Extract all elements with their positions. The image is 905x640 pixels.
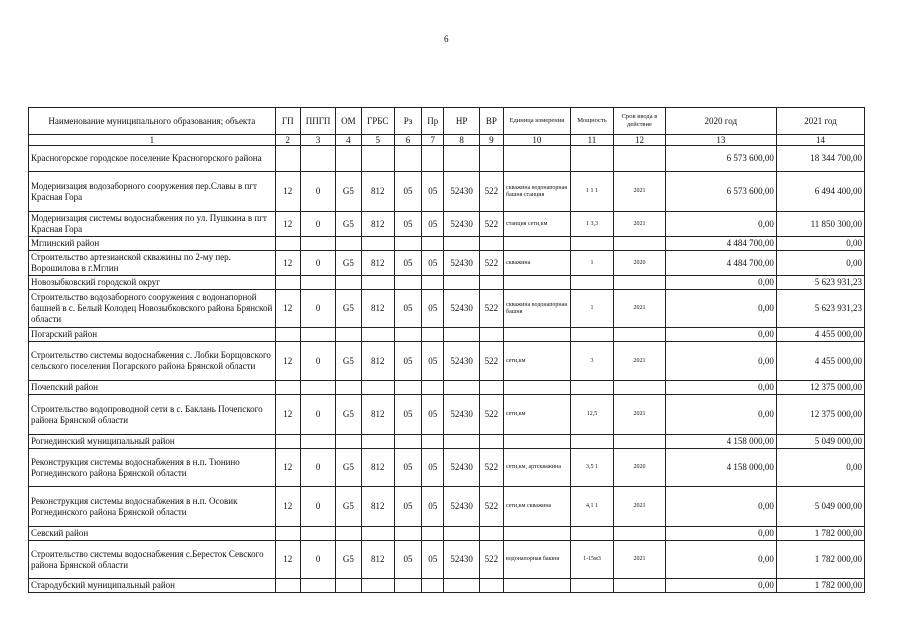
grbs-cell: 812 (361, 487, 394, 527)
rz-cell (394, 579, 421, 593)
ppgp-cell (300, 237, 335, 251)
deadline-cell (614, 381, 666, 395)
pr-cell: 05 (422, 342, 444, 381)
grbs-cell: 812 (361, 290, 394, 328)
amount-2021-cell: 1 782 000,00 (776, 527, 864, 541)
object-name-cell: Строительство водопроводной сети в с. Баклань Почепского района Брянской области (29, 395, 276, 435)
amount-2021-cell: 11 850 300,00 (776, 212, 864, 237)
header-name: Наименование муниципального образования; объекта (29, 108, 276, 135)
nr-cell: 52430 (444, 487, 479, 527)
amount-2021-cell: 12 375 000,00 (776, 395, 864, 435)
column-number-cell: 2 (275, 135, 300, 146)
deadline-cell: 2021 (614, 541, 666, 579)
grbs-cell (361, 276, 394, 290)
column-number-row (29, 135, 865, 146)
amount-2020-cell: 0,00 (665, 342, 776, 381)
item-row (29, 290, 865, 328)
unit-cell: скважина водонапорная башня станция (504, 172, 571, 212)
object-name-cell: Строительство водозаборного сооружения с водонапорной башней в с. Белый Колодец Новозыбковского района Брянской области (29, 290, 276, 328)
unit-cell (504, 579, 571, 593)
om-cell (336, 276, 361, 290)
pr-cell: 05 (422, 212, 444, 237)
header-2020: 2020 год (665, 108, 776, 135)
amount-2020-cell: 0,00 (665, 328, 776, 342)
vr-cell: 522 (479, 251, 503, 276)
vr-cell (479, 146, 503, 172)
deadline-cell (614, 435, 666, 449)
nr-cell (444, 146, 479, 172)
vr-cell (479, 381, 503, 395)
gp-cell: 12 (275, 395, 300, 435)
pr-cell (422, 237, 444, 251)
object-name-cell: Строительство системы водоснабжения с.Бересток Севского района Брянской области (29, 541, 276, 579)
column-number-cell: 6 (394, 135, 421, 146)
rz-cell: 05 (394, 541, 421, 579)
column-number-cell: 13 (665, 135, 776, 146)
header-capacity: Мощность (570, 108, 613, 135)
unit-cell (504, 527, 571, 541)
header-nr: НР (444, 108, 479, 135)
om-cell: G5 (336, 290, 361, 328)
capacity-cell (570, 435, 613, 449)
group-row (29, 579, 865, 593)
amount-2020-cell: 0,00 (665, 276, 776, 290)
budget-table (28, 107, 865, 593)
amount-2020-cell: 0,00 (665, 212, 776, 237)
om-cell: G5 (336, 251, 361, 276)
om-cell: G5 (336, 449, 361, 487)
vr-cell (479, 276, 503, 290)
rz-cell (394, 328, 421, 342)
gp-cell: 12 (275, 449, 300, 487)
object-name-cell: Строительство системы водоснабжения с. Лобки Борщовского сельского поселения Погарского района Брянской области (29, 342, 276, 381)
amount-2021-cell: 18 344 700,00 (776, 146, 864, 172)
capacity-cell (570, 527, 613, 541)
amount-2020-cell: 4 158 000,00 (665, 435, 776, 449)
deadline-cell: 2021 (614, 395, 666, 435)
om-cell: G5 (336, 487, 361, 527)
grbs-cell: 812 (361, 541, 394, 579)
om-cell (336, 237, 361, 251)
pr-cell: 05 (422, 449, 444, 487)
amount-2021-cell: 5 623 931,23 (776, 276, 864, 290)
gp-cell (275, 146, 300, 172)
object-name-cell: Новозыбковский городской округ (29, 276, 276, 290)
om-cell (336, 579, 361, 593)
unit-cell: скважина водонапорная башня (504, 290, 571, 328)
ppgp-cell (300, 435, 335, 449)
grbs-cell: 812 (361, 395, 394, 435)
header-gp: ГП (275, 108, 300, 135)
om-cell: G5 (336, 395, 361, 435)
capacity-cell (570, 276, 613, 290)
unit-cell: водонапорная башня (504, 541, 571, 579)
amount-2021-cell: 5 049 000,00 (776, 487, 864, 527)
grbs-cell (361, 527, 394, 541)
capacity-cell: 1 (570, 290, 613, 328)
vr-cell: 522 (479, 541, 503, 579)
pr-cell: 05 (422, 541, 444, 579)
ppgp-cell (300, 381, 335, 395)
nr-cell: 52430 (444, 172, 479, 212)
amount-2021-cell: 5 623 931,23 (776, 290, 864, 328)
capacity-cell: 3,5 1 (570, 449, 613, 487)
column-number-cell: 7 (422, 135, 444, 146)
vr-cell: 522 (479, 395, 503, 435)
gp-cell (275, 237, 300, 251)
header-2021: 2021 год (776, 108, 864, 135)
vr-cell: 522 (479, 172, 503, 212)
vr-cell: 522 (479, 212, 503, 237)
capacity-cell (570, 237, 613, 251)
unit-cell (504, 381, 571, 395)
om-cell (336, 381, 361, 395)
amount-2021-cell: 0,00 (776, 449, 864, 487)
rz-cell: 05 (394, 342, 421, 381)
deadline-cell (614, 237, 666, 251)
nr-cell: 52430 (444, 541, 479, 579)
amount-2021-cell: 4 455 000,00 (776, 328, 864, 342)
ppgp-cell (300, 527, 335, 541)
gp-cell (275, 527, 300, 541)
pr-cell: 05 (422, 172, 444, 212)
pr-cell (422, 276, 444, 290)
nr-cell (444, 237, 479, 251)
ppgp-cell (300, 146, 335, 172)
nr-cell: 52430 (444, 395, 479, 435)
unit-cell: сети,км (504, 395, 571, 435)
capacity-cell: 4,1 1 (570, 487, 613, 527)
group-row (29, 237, 865, 251)
column-number-cell: 11 (570, 135, 613, 146)
gp-cell (275, 381, 300, 395)
group-row (29, 381, 865, 395)
ppgp-cell: 0 (300, 290, 335, 328)
amount-2021-cell: 1 782 000,00 (776, 579, 864, 593)
column-number-cell: 10 (504, 135, 571, 146)
unit-cell: скважина (504, 251, 571, 276)
amount-2021-cell: 4 455 000,00 (776, 342, 864, 381)
capacity-cell: 1 3,3 (570, 212, 613, 237)
unit-cell: сети,км скважина (504, 487, 571, 527)
unit-cell (504, 146, 571, 172)
object-name-cell: Красногорское городское поселение Красногорского района (29, 146, 276, 172)
vr-cell (479, 435, 503, 449)
pr-cell: 05 (422, 290, 444, 328)
deadline-cell (614, 328, 666, 342)
amount-2020-cell: 6 573 600,00 (665, 146, 776, 172)
grbs-cell: 812 (361, 342, 394, 381)
item-row (29, 251, 865, 276)
column-number-cell: 12 (614, 135, 666, 146)
rz-cell (394, 435, 421, 449)
nr-cell: 52430 (444, 290, 479, 328)
rz-cell (394, 146, 421, 172)
deadline-cell: 2021 (614, 172, 666, 212)
deadline-cell: 2021 (614, 487, 666, 527)
capacity-cell (570, 328, 613, 342)
unit-cell (504, 328, 571, 342)
gp-cell: 12 (275, 172, 300, 212)
ppgp-cell (300, 579, 335, 593)
ppgp-cell (300, 328, 335, 342)
rz-cell (394, 276, 421, 290)
deadline-cell: 2021 (614, 342, 666, 381)
nr-cell (444, 435, 479, 449)
deadline-cell: 2020 (614, 251, 666, 276)
deadline-cell (614, 527, 666, 541)
pr-cell (422, 527, 444, 541)
capacity-cell: 1 1 1 (570, 172, 613, 212)
gp-cell: 12 (275, 487, 300, 527)
amount-2020-cell: 4 158 000,00 (665, 449, 776, 487)
item-row (29, 212, 865, 237)
header-pr: Пр (422, 108, 444, 135)
gp-cell: 12 (275, 290, 300, 328)
vr-cell: 522 (479, 449, 503, 487)
nr-cell (444, 579, 479, 593)
gp-cell (275, 328, 300, 342)
om-cell: G5 (336, 212, 361, 237)
header-rz: Рз (394, 108, 421, 135)
object-name-cell: Модернизация системы водоснабжения по ул. Пушкина в пгт Красная Гора (29, 212, 276, 237)
item-row (29, 487, 865, 527)
header-om: ОМ (336, 108, 361, 135)
amount-2020-cell: 0,00 (665, 487, 776, 527)
page-number: 6 (444, 34, 449, 44)
amount-2020-cell: 4 484 700,00 (665, 251, 776, 276)
grbs-cell (361, 435, 394, 449)
object-name-cell: Стародубский муниципальный район (29, 579, 276, 593)
pr-cell: 05 (422, 395, 444, 435)
grbs-cell: 812 (361, 172, 394, 212)
grbs-cell: 812 (361, 212, 394, 237)
unit-cell: станция сети,км (504, 212, 571, 237)
rz-cell: 05 (394, 395, 421, 435)
column-number-cell: 3 (300, 135, 335, 146)
gp-cell: 12 (275, 541, 300, 579)
grbs-cell (361, 381, 394, 395)
amount-2020-cell: 4 484 700,00 (665, 237, 776, 251)
deadline-cell: 2021 (614, 212, 666, 237)
header-deadline: Срок ввода в действие (614, 108, 666, 135)
amount-2020-cell: 0,00 (665, 527, 776, 541)
pr-cell (422, 146, 444, 172)
amount-2020-cell: 0,00 (665, 381, 776, 395)
grbs-cell (361, 237, 394, 251)
amount-2020-cell: 0,00 (665, 541, 776, 579)
group-row (29, 276, 865, 290)
amount-2020-cell: 0,00 (665, 579, 776, 593)
unit-cell (504, 237, 571, 251)
ppgp-cell: 0 (300, 449, 335, 487)
unit-cell: сети,км (504, 342, 571, 381)
amount-2021-cell: 0,00 (776, 237, 864, 251)
vr-cell: 522 (479, 290, 503, 328)
column-number-cell: 4 (336, 135, 361, 146)
unit-cell (504, 276, 571, 290)
ppgp-cell: 0 (300, 212, 335, 237)
column-number-cell: 14 (776, 135, 864, 146)
group-row (29, 328, 865, 342)
amount-2021-cell: 5 049 000,00 (776, 435, 864, 449)
vr-cell (479, 527, 503, 541)
object-name-cell: Погарский район (29, 328, 276, 342)
unit-cell (504, 435, 571, 449)
header-grbs: ГРБС (361, 108, 394, 135)
header-unit: Единица измерения (504, 108, 571, 135)
item-row (29, 395, 865, 435)
capacity-cell (570, 579, 613, 593)
group-row (29, 527, 865, 541)
grbs-cell (361, 579, 394, 593)
pr-cell: 05 (422, 251, 444, 276)
amount-2021-cell: 12 375 000,00 (776, 381, 864, 395)
object-name-cell: Модернизация водозаборного сооружения пер.Славы в пгт Красная Гора (29, 172, 276, 212)
om-cell (336, 435, 361, 449)
pr-cell: 05 (422, 487, 444, 527)
item-row (29, 172, 865, 212)
capacity-cell: 3 (570, 342, 613, 381)
deadline-cell: 2021 (614, 290, 666, 328)
nr-cell (444, 381, 479, 395)
group-row (29, 146, 865, 172)
vr-cell: 522 (479, 342, 503, 381)
header-ppgp: ППГП (300, 108, 335, 135)
column-number-cell: 8 (444, 135, 479, 146)
capacity-cell (570, 146, 613, 172)
unit-cell: сети,км, артскважина (504, 449, 571, 487)
rz-cell (394, 237, 421, 251)
ppgp-cell: 0 (300, 395, 335, 435)
om-cell (336, 527, 361, 541)
rz-cell: 05 (394, 172, 421, 212)
amount-2020-cell: 0,00 (665, 395, 776, 435)
grbs-cell (361, 328, 394, 342)
amount-2020-cell: 0,00 (665, 290, 776, 328)
vr-cell (479, 328, 503, 342)
item-row (29, 342, 865, 381)
item-row (29, 449, 865, 487)
amount-2021-cell: 6 494 400,00 (776, 172, 864, 212)
amount-2021-cell: 1 782 000,00 (776, 541, 864, 579)
rz-cell: 05 (394, 212, 421, 237)
rz-cell: 05 (394, 449, 421, 487)
rz-cell: 05 (394, 487, 421, 527)
vr-cell: 522 (479, 487, 503, 527)
group-row (29, 435, 865, 449)
ppgp-cell: 0 (300, 251, 335, 276)
pr-cell (422, 579, 444, 593)
pr-cell (422, 381, 444, 395)
object-name-cell: Реконструкция системы водоснабжения в н.п. Тюнино Рогнединского района Брянской области (29, 449, 276, 487)
grbs-cell: 812 (361, 449, 394, 487)
capacity-cell: 1 (570, 251, 613, 276)
deadline-cell (614, 579, 666, 593)
vr-cell (479, 579, 503, 593)
rz-cell: 05 (394, 290, 421, 328)
nr-cell: 52430 (444, 212, 479, 237)
gp-cell: 12 (275, 251, 300, 276)
nr-cell: 52430 (444, 449, 479, 487)
column-number-cell: 1 (29, 135, 276, 146)
gp-cell (275, 579, 300, 593)
column-number-cell: 9 (479, 135, 503, 146)
nr-cell (444, 276, 479, 290)
item-row (29, 541, 865, 579)
gp-cell (275, 276, 300, 290)
object-name-cell: Севский район (29, 527, 276, 541)
rz-cell: 05 (394, 251, 421, 276)
ppgp-cell: 0 (300, 172, 335, 212)
header-vr: ВР (479, 108, 503, 135)
pr-cell (422, 328, 444, 342)
capacity-cell (570, 381, 613, 395)
om-cell (336, 146, 361, 172)
deadline-cell: 2020 (614, 449, 666, 487)
capacity-cell: 1-15м3 (570, 541, 613, 579)
object-name-cell: Почепский район (29, 381, 276, 395)
pr-cell (422, 435, 444, 449)
object-name-cell: Рогнединский муниципальный район (29, 435, 276, 449)
ppgp-cell: 0 (300, 541, 335, 579)
om-cell: G5 (336, 342, 361, 381)
gp-cell: 12 (275, 342, 300, 381)
vr-cell (479, 237, 503, 251)
ppgp-cell (300, 276, 335, 290)
amount-2020-cell: 6 573 600,00 (665, 172, 776, 212)
rz-cell (394, 381, 421, 395)
amount-2021-cell: 0,00 (776, 251, 864, 276)
nr-cell (444, 328, 479, 342)
deadline-cell (614, 276, 666, 290)
grbs-cell (361, 146, 394, 172)
om-cell: G5 (336, 541, 361, 579)
nr-cell (444, 527, 479, 541)
gp-cell (275, 435, 300, 449)
capacity-cell: 12,5 (570, 395, 613, 435)
ppgp-cell: 0 (300, 487, 335, 527)
ppgp-cell: 0 (300, 342, 335, 381)
object-name-cell: Строительство артезианской скважины по 2-му пер. Ворошилова в г.Мглин (29, 251, 276, 276)
rz-cell (394, 527, 421, 541)
om-cell (336, 328, 361, 342)
gp-cell: 12 (275, 212, 300, 237)
object-name-cell: Реконструкция системы водоснабжения в н.п. Осовик Рогнединского района Брянской области (29, 487, 276, 527)
object-name-cell: Мглинский район (29, 237, 276, 251)
nr-cell: 52430 (444, 342, 479, 381)
om-cell: G5 (336, 172, 361, 212)
grbs-cell: 812 (361, 251, 394, 276)
column-number-cell: 5 (361, 135, 394, 146)
header-row (29, 108, 865, 135)
deadline-cell (614, 146, 666, 172)
nr-cell: 52430 (444, 251, 479, 276)
